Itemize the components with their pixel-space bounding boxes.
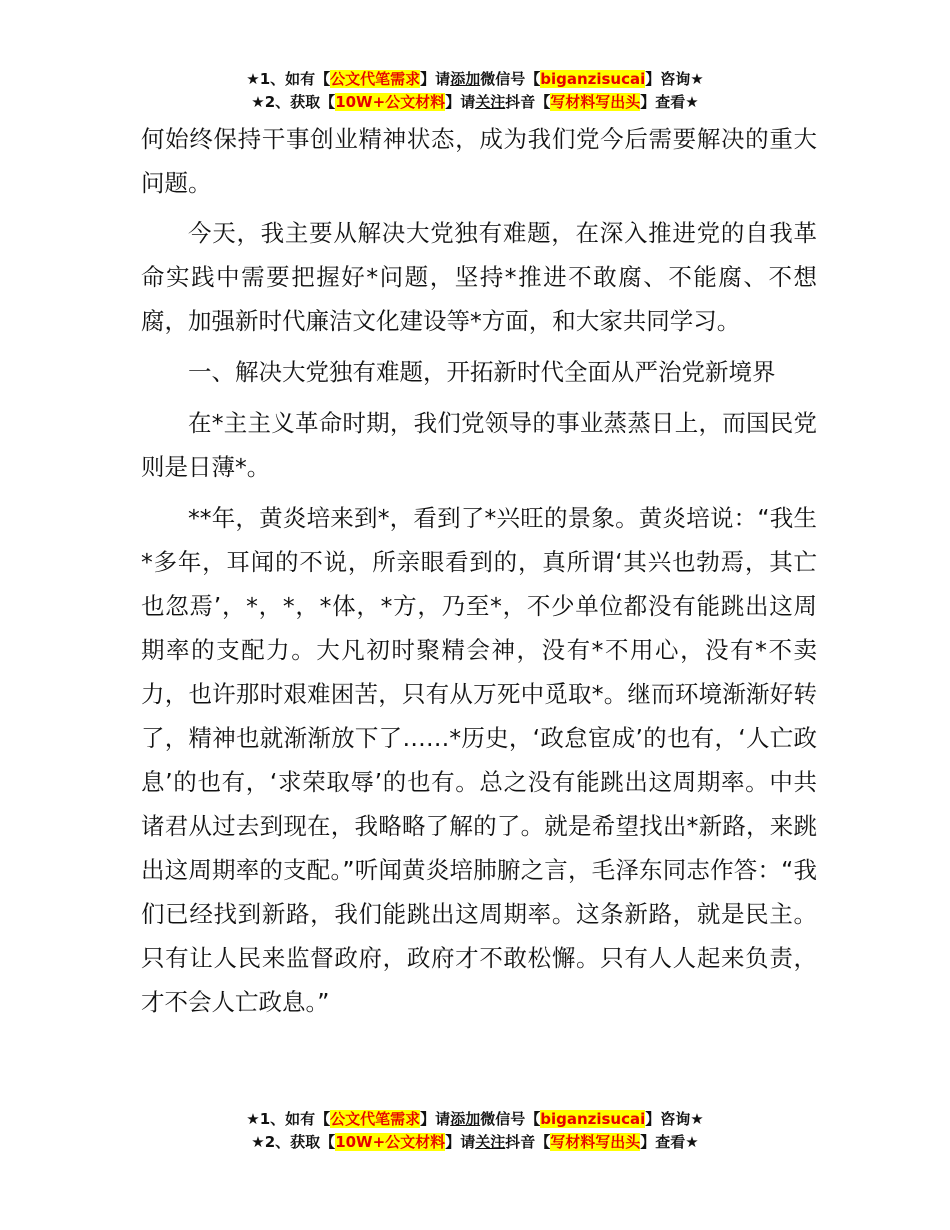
highlight-materials: 10W+公文材料 [335, 93, 446, 111]
footer-banner [0, 1108, 950, 1154]
paragraph-continuation: 何始终保持干事创业精神状态，成为我们党今后需要解决的重大问题。 [141, 125, 817, 197]
banner-text: 微信号【 [480, 1110, 541, 1128]
banner-line-1 [0, 68, 950, 91]
banner-text: 】请 [445, 93, 476, 111]
document-body [141, 117, 817, 1031]
paragraph: 在*主主义革命时期，我们党领导的事业蒸蒸日上，而国民党则是日薄*。 [141, 409, 817, 481]
paragraph-intro: 今天，我主要从解决大党独有难题，在深入推进党的自我革命实践中需要把握好*问题，坚持*推进不敢腐、不能腐、不想腐，加强新时代廉洁文化建设等*方面，和大家共同学习。 [141, 219, 817, 335]
underlined-text: 关注 [475, 93, 506, 111]
banner-text: 】请 [445, 1133, 476, 1151]
highlight-service: 公文代笔需求 [330, 1110, 421, 1128]
banner-text: 】咨询★ [645, 70, 704, 88]
banner-line-2 [0, 91, 950, 114]
underlined-text: 添加 [450, 70, 481, 88]
section-heading: 一、解决大党独有难题，开拓新时代全面从严治党新境界 [188, 358, 776, 386]
highlight-materials: 10W+公文材料 [335, 1133, 446, 1151]
highlight-douyin-account: 写材料写出头 [550, 1133, 641, 1151]
banner-line-2 [0, 1131, 950, 1154]
header-banner [0, 68, 950, 114]
highlight-service: 公文代笔需求 [330, 70, 421, 88]
banner-text: 抖音【 [505, 93, 551, 111]
highlight-wechat-id: biganzisucai [540, 70, 646, 88]
banner-text: 】请 [420, 1110, 451, 1128]
banner-text: 抖音【 [505, 1133, 551, 1151]
banner-text: 】请 [420, 70, 451, 88]
highlight-douyin-account: 写材料写出头 [550, 93, 641, 111]
banner-text: ★1、如有【 [246, 70, 331, 88]
banner-text: ★2、获取【 [251, 1133, 336, 1151]
underlined-text: 关注 [475, 1133, 506, 1151]
underlined-text: 添加 [450, 1110, 481, 1128]
banner-text: 】查看★ [640, 1133, 699, 1151]
highlight-wechat-id: biganzisucai [540, 1110, 646, 1128]
banner-text: 】咨询★ [645, 1110, 704, 1128]
paragraph: **年，黄炎培来到*，看到了*兴旺的景象。黄炎培说：“我生*多年，耳闻的不说，所亲眼看到的，真所谓‘其兴也勃焉，其亡也忽焉’，*，*，*体，*方，乃至*，不少单位都没有能跳出这周期率的支配力。大凡初时聚精会神，没有*不用心，没有*不卖力，也许那时艰难困苦，只有从万死中觅取*。继而环境渐渐好转了，精神也就渐渐放下了……*历史，‘政怠宦成’的也有，‘人亡政息’的也有，‘求荣取辱’的也有。总之没有能跳出这周期率。中共诸君从过去到现在，我略略了解的了。就是希望找出*新路，来跳出这周期率的支配。”听闻黄炎培肺腑之言，毛泽东同志作答：“我们已经找到新路，我们能跳出这周期率。这条新路，就是民主。只有让人民来监督政府，政府才不敢松懈。只有人人起来负责，才不会人亡政息。” [141, 504, 817, 1016]
banner-text: 微信号【 [480, 70, 541, 88]
banner-text: 】查看★ [640, 93, 699, 111]
banner-text: ★1、如有【 [246, 1110, 331, 1128]
banner-line-1 [0, 1108, 950, 1131]
banner-text: ★2、获取【 [251, 93, 336, 111]
